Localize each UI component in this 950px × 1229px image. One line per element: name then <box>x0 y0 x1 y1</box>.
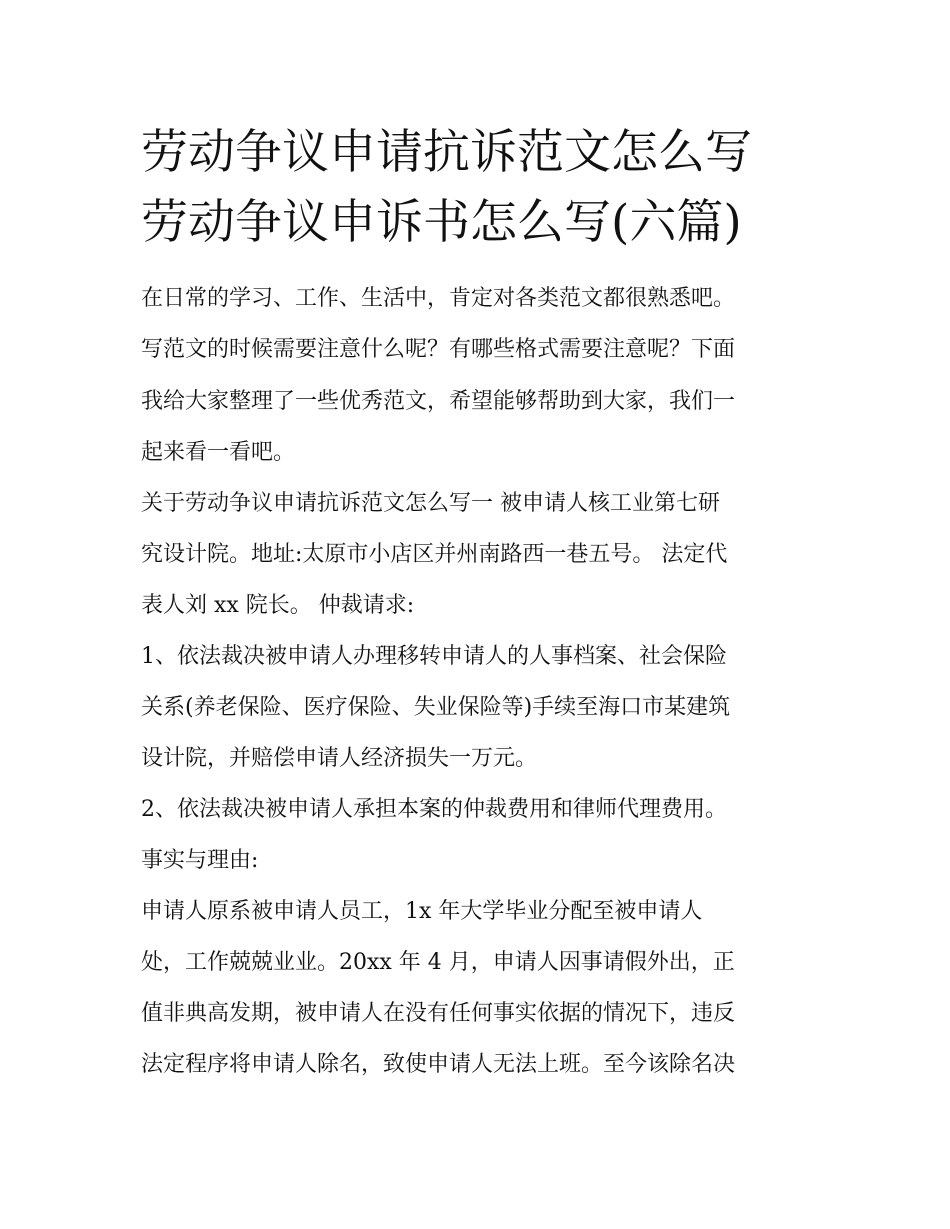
text-line: 表人刘 xx 院长。 仲裁请求: <box>141 593 415 618</box>
text-line: 起来看一看吧。 <box>141 440 296 465</box>
text-line: 我给大家整理了一些优秀范文，希望能够帮助到大家，我们一 <box>141 389 736 414</box>
text-line: 1、依法裁决被申请人办理移转申请人的人事档案、社会保险 <box>141 644 727 669</box>
title-line-2: 劳动争议申诉书怎么写(六篇) <box>141 195 742 250</box>
text-line: 2、依法裁决被申请人承担本案的仲裁费用和律师代理费用。 <box>141 797 727 822</box>
text-line: 法定程序将申请人除名，致使申请人无法上班。至今该除名决 <box>141 1052 736 1077</box>
title-line-1: 劳动争议申请抗诉范文怎么写 <box>141 125 752 180</box>
text-line: 关系(养老保险、医疗保险、失业保险等)手续至海口市某建筑 <box>141 695 731 720</box>
text-line: 处，工作兢兢业业。20xx 年 4 月，申请人因事请假外出，正 <box>141 950 735 975</box>
text-line: 究设计院。地址:太原市小店区并州南路西一巷五号。 法定代 <box>141 542 728 567</box>
text-line: 在日常的学习、工作、生活中，肯定对各类范文都很熟悉吧。 <box>141 286 736 311</box>
text-line: 写范文的时候需要注意什么呢？有哪些格式需要注意呢？下面 <box>141 337 736 362</box>
text-line: 事实与理由: <box>141 848 259 873</box>
text-line: 设计院，并赔偿申请人经济损失一万元。 <box>141 746 538 771</box>
text-line: 关于劳动争议申请抗诉范文怎么写一 被申请人核工业第七研 <box>141 491 720 516</box>
text-line: 申请人原系被申请人员工，1x 年大学毕业分配至被申请人 <box>141 899 703 924</box>
text-line: 值非典高发期，被申请人在没有任何事实依据的情况下，违反 <box>141 1001 736 1026</box>
document-title <box>141 118 831 258</box>
